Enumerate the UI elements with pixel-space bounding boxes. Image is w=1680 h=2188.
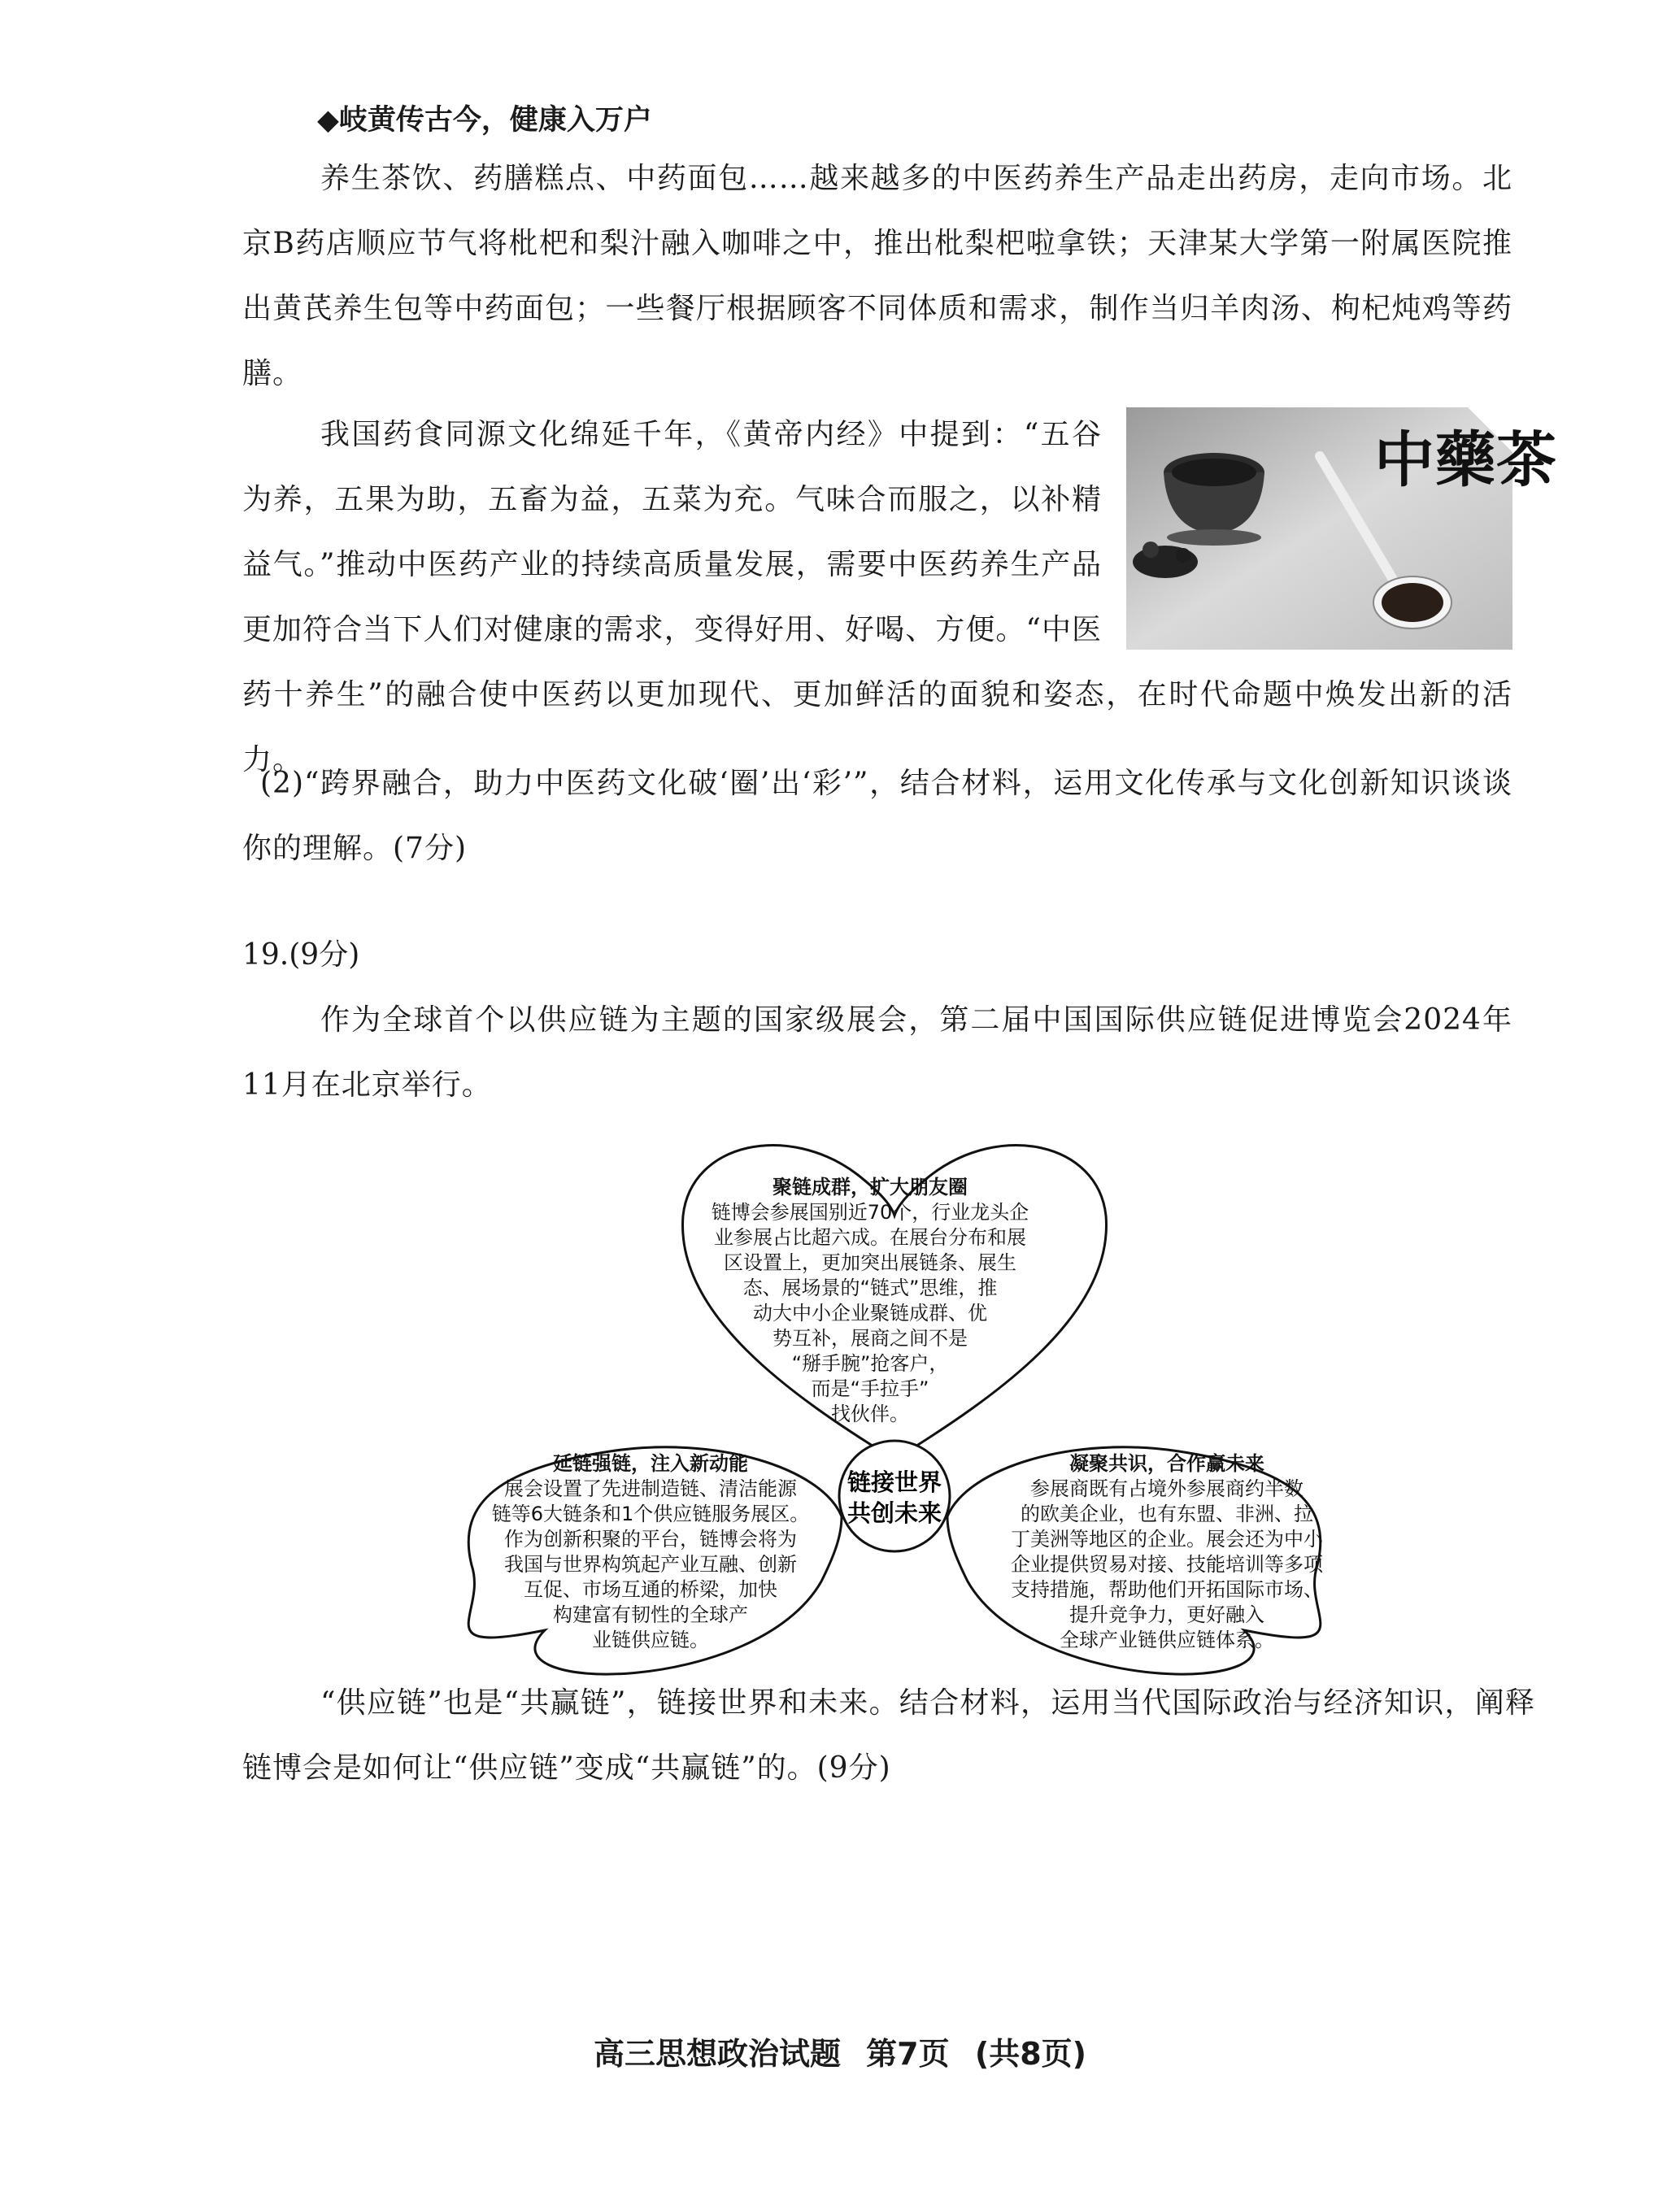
- right-petal-line: 全球产业链供应链体系。: [1060, 1629, 1274, 1651]
- center-circle: [839, 1441, 950, 1551]
- question-19-prompt: “供应链”也是“共赢链”，链接世界和未来。结合材料，运用当代国际政治与经济知识，阐释链博会是如何让“供应链”变成“共赢链”的。(9分): [242, 1686, 1535, 1785]
- right-petal-line: 企业提供贸易对接、技能培训等多项: [1011, 1553, 1323, 1576]
- center-line-1: 链接世界: [847, 1468, 942, 1496]
- right-petal-line: 的欧美企业，也有东盟、非洲、拉: [1021, 1503, 1313, 1525]
- top-petal-title: 聚链成群，扩大朋友圈: [773, 1176, 968, 1198]
- left-petal-line: 构建富有韧性的全球产: [553, 1603, 748, 1626]
- top-petal-line: 业参展占比超六成。在展台分布和展: [714, 1226, 1026, 1249]
- left-petal-line: 展会设置了先进制造链、清洁能源: [504, 1477, 797, 1500]
- top-petal-line: 区设置上，更加突出展链条、展生: [724, 1251, 1016, 1274]
- top-petal-text: [691, 1175, 1049, 1427]
- paragraph-culture: [242, 402, 1557, 793]
- paragraph-products: 养生茶饮、药膳糕点、中药面包……越来越多的中医药养生产品走出药房，走向市场。北京B药店顺应节气将枇杷和梨汁融入咖啡之中，推出枇梨杷啦拿铁；天津某大学第一附属医院推出黄芪养生包等中药面包；一些餐厅根据顾客不同体质和需求，制作当归羊肉汤、枸杞炖鸡等药膳。: [242, 162, 1512, 390]
- section-heading: ◆岐黄传古今，健康入万户: [317, 104, 652, 137]
- question-19-intro: 作为全球首个以供应链为主题的国家级展会，第二届中国国际供应链促进博览会2024年11月在北京举行。: [242, 1003, 1512, 1102]
- left-petal-line: 链等6大链条和1个供应链服务展区。: [491, 1503, 810, 1525]
- right-petal-line: 丁美洲等地区的企业。展会还为中小: [1011, 1528, 1323, 1551]
- right-petal-line: 提升竞争力，更好融入: [1069, 1603, 1264, 1626]
- left-petal-line: 我国与世界构筑起产业互融、创新: [504, 1553, 797, 1576]
- chinese-medicine-tea-image: [1126, 407, 1557, 650]
- top-petal-line: 动大中小企业聚链成群、优: [753, 1302, 987, 1325]
- top-petal-line: 而是“手拉手”: [811, 1377, 929, 1400]
- paragraph-culture-text: 我国药食同源文化绵延千年，《黄帝内经》中提到：“五谷为养，五果为助，五畜为益，五菜为充。气味合而服之，以补精益气。”推动中医药产业的持续高质量发展，需要中医药养生产品更加符合当下人们对健康的需求，变得好用、好喝、方便。“中医药十养生”的融合使中医药以更加现代、更加鲜活的面貌和姿态，在时代命题中焕发出新的活力。: [242, 418, 1512, 776]
- calligraphy-zhong: 中藥茶: [1374, 425, 1557, 495]
- page-footer: 高三思想政治试题 第7页 (共8页): [593, 2036, 1087, 2072]
- left-petal-line: 互促、市场互通的桥梁，加快: [524, 1578, 777, 1601]
- center-line-2: 共创未来: [847, 1499, 942, 1527]
- top-petal-line: 找伙伴。: [831, 1403, 909, 1425]
- top-petal-line: 态、展场景的“链式”思维，推: [742, 1277, 998, 1299]
- top-petal-line: 链博会参展国别近70个，行业龙头企: [711, 1201, 1029, 1224]
- top-petal-line: 势互补，展商之间不是: [773, 1327, 968, 1350]
- question-19-number: 19.(9分): [242, 938, 360, 972]
- right-petal-line: 支持措施，帮助他们开拓国际市场、: [1011, 1578, 1323, 1601]
- right-petal-line: 参展商既有占境外参展商约半数: [1030, 1477, 1304, 1500]
- left-petal-title: 延链强链，注入新动能: [553, 1452, 748, 1475]
- top-petal-line: “掰手腕”抢客户，: [791, 1352, 949, 1375]
- left-petal-line: 作为创新积聚的平台，链博会将为: [504, 1528, 797, 1551]
- right-petal-text: [972, 1451, 1362, 1653]
- question-2: (2)“跨界融合，助力中医药文化破‘圈’出‘彩’”，结合材料，运用文化传承与文化创新知识谈谈你的理解。(7分): [242, 767, 1512, 865]
- left-petal-text: [455, 1451, 846, 1653]
- right-petal-title: 凝聚共识，合作赢未来: [1069, 1452, 1264, 1475]
- left-petal-line: 业链供应链。: [592, 1629, 709, 1651]
